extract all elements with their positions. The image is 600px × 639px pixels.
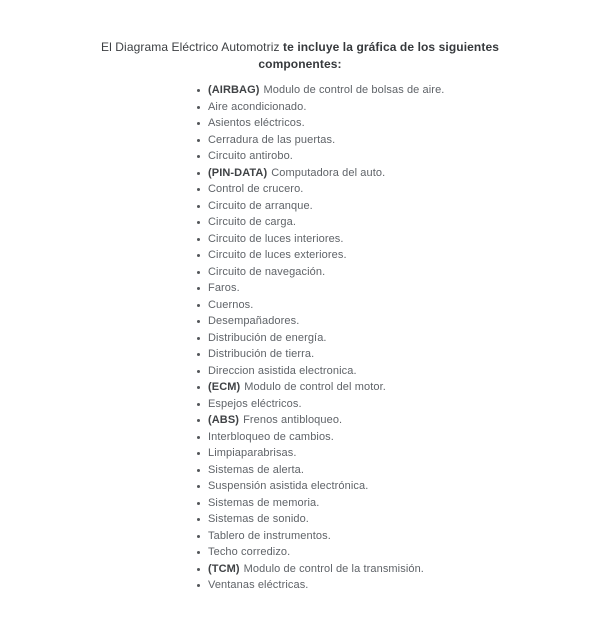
component-text: Sistemas de memoria. [208,496,320,509]
list-item [197,561,600,578]
component-text: Control de crucero. [208,183,304,195]
component-text: Circuito antirobo. [208,150,293,162]
component-text: Interbloqueo de cambios. [208,430,334,443]
component-text: Asientos eléctricos. [208,117,305,129]
page-title [75,39,525,73]
component-text: Circuito de arranque. [208,199,313,212]
list-item [197,280,600,297]
document-page [0,39,600,639]
list-item [197,544,600,561]
list-item [197,181,600,198]
component-text: Distribución de energía. [208,331,327,344]
list-item [197,198,600,215]
list-item [197,297,600,314]
list-item [197,115,600,132]
component-text: Aire acondicionado. [208,100,307,113]
component-code: (TCM) [208,562,240,575]
list-item [197,247,600,264]
component-text: Modulo de control de la transmisión. [243,562,424,575]
component-text: Tablero de instrumentos. [208,529,331,542]
component-text: Circuito de carga. [208,216,297,228]
component-text: Ventanas eléctricas. [208,579,309,591]
list-item [197,445,600,462]
list-item [197,148,600,165]
list-item [197,330,600,347]
list-item [197,99,600,116]
component-text: Modulo de control del motor. [244,381,386,393]
component-code: (ECM) [208,381,241,393]
list-item [197,528,600,545]
list-item [197,478,600,495]
component-text: Frenos antibloqueo. [243,414,343,426]
component-text: Circuito de luces interiores. [208,232,344,245]
list-item [197,132,600,149]
component-text: Circuito de luces exteriores. [208,249,347,261]
list-item [197,363,600,380]
component-text: Limpiaparabrisas. [208,447,297,459]
components-list [197,82,600,594]
list-item [197,577,600,594]
component-text: Sistemas de sonido. [208,513,309,525]
component-text: Cerradura de las puertas. [208,133,336,146]
component-text: Suspensión asistida electrónica. [208,480,369,492]
list-item [197,165,600,182]
component-text: Modulo de control de bolsas de aire. [263,84,445,96]
component-text: Sistemas de alerta. [208,463,305,476]
component-text: Faros. [208,282,240,294]
list-item [197,313,600,330]
page-title-bold: te incluye la gráfica de los siguientes componentes: [258,40,499,71]
list-item [197,264,600,281]
list-item [197,396,600,413]
component-text: Circuito de navegación. [208,265,326,278]
component-code: (ABS) [208,414,240,426]
component-text: Desempañadores. [208,315,300,327]
page-title-normal: El Diagrama Eléctrico Automotriz [100,40,284,54]
list-item [197,231,600,248]
list-item [197,495,600,512]
list-item [197,214,600,231]
list-item [197,462,600,479]
component-text: Espejos eléctricos. [208,397,302,410]
component-text: Cuernos. [208,298,254,311]
list-item [197,346,600,363]
component-text: Techo corredizo. [208,546,291,558]
list-item [197,429,600,446]
component-text: Computadora del auto. [271,166,386,179]
component-text: Direccion asistida electronica. [208,364,357,377]
list-item [197,412,600,429]
component-code: (AIRBAG) [208,84,260,96]
list-item [197,379,600,396]
list-item [197,82,600,99]
component-code: (PIN-DATA) [208,166,268,179]
component-text: Distribución de tierra. [208,348,315,360]
list-item [197,511,600,528]
